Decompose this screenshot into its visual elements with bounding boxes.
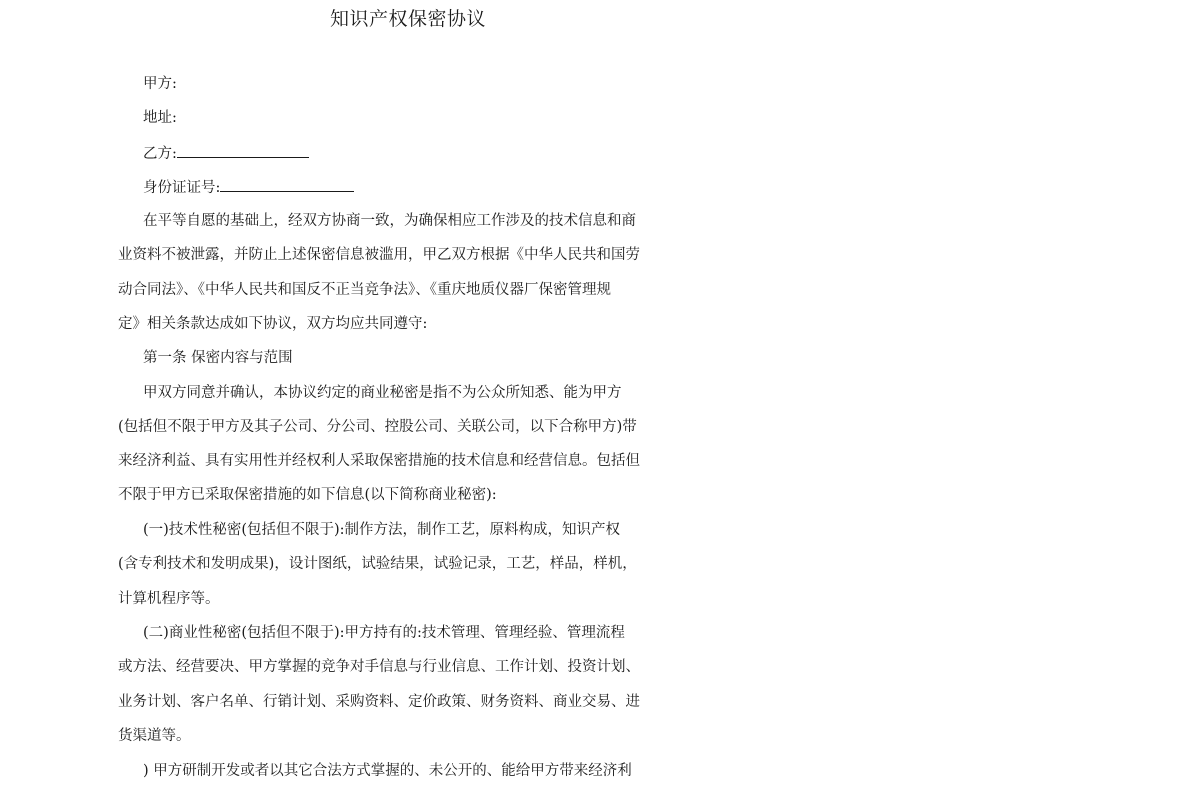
paragraph-line: 货渠道等。 — [118, 728, 191, 744]
paragraph-line: 甲双方同意并确认，本协议约定的商业秘密是指不为公众所知悉、能为甲方 — [143, 385, 622, 401]
paragraph-line: ) 甲方研制开发或者以其它合法方式掌握的、未公开的、能给甲方带来经济利 — [143, 763, 632, 779]
id-number-row — [143, 177, 354, 198]
party-b-blank-line — [177, 143, 309, 158]
id-number-label: 身份证证号: — [143, 180, 221, 196]
paragraph-line: (含专利技术和发明成果)，设计图纸，试验结果，试验记录，工艺，样品，样机， — [118, 556, 637, 572]
document-title: 知识产权保密协议 — [330, 8, 487, 30]
paragraph-line: (包括但不限于甲方及其子公司、分公司、控股公司、关联公司，以下合称甲方)带 — [118, 419, 637, 435]
party-b-label: 乙方: — [143, 146, 177, 162]
article-heading: 第一条 保密内容与范围 — [143, 350, 293, 366]
party-b-row — [143, 143, 309, 164]
paragraph-line: 或方法、经营要决、甲方掌握的竞争对手信息与行业信息、工作计划、投资计划、 — [118, 659, 640, 675]
paragraph-line: 来经济利益、具有实用性并经权利人采取保密措施的技术信息和经营信息。包括但 — [118, 453, 640, 469]
paragraph-line: 动合同法》、《中华人民共和国反不正当竞争法》、《重庆地质仪器厂保密管理规 — [118, 282, 611, 298]
paragraph-line: 定》相关条款达成如下协议，双方均应共同遵守: — [118, 316, 428, 332]
paragraph-line: 在平等自愿的基础上，经双方协商一致，为确保相应工作涉及的技术信息和商 — [143, 213, 636, 229]
paragraph-line: 业务计划、客户名单、行销计划、采购资料、定价政策、财务资料、商业交易、进 — [118, 694, 640, 710]
paragraph-line: (一)技术性秘密(包括但不限于):制作方法，制作工艺，原料构成，知识产权 — [143, 522, 621, 538]
paragraph-line: 不限于甲方已采取保密措施的如下信息(以下简称商业秘密): — [118, 487, 497, 503]
paragraph-line: 业资料不被泄露，并防止上述保密信息被滥用，甲乙双方根据《中华人民共和国劳 — [118, 247, 640, 263]
address-label: 地址: — [143, 110, 177, 126]
paragraph-line: 计算机程序等。 — [118, 591, 220, 607]
party-a-label: 甲方: — [143, 76, 177, 92]
id-number-blank-line — [220, 177, 354, 192]
paragraph-line: (二)商业性秘密(包括但不限于):甲方持有的:技术管理、管理经验、管理流程 — [143, 625, 625, 641]
